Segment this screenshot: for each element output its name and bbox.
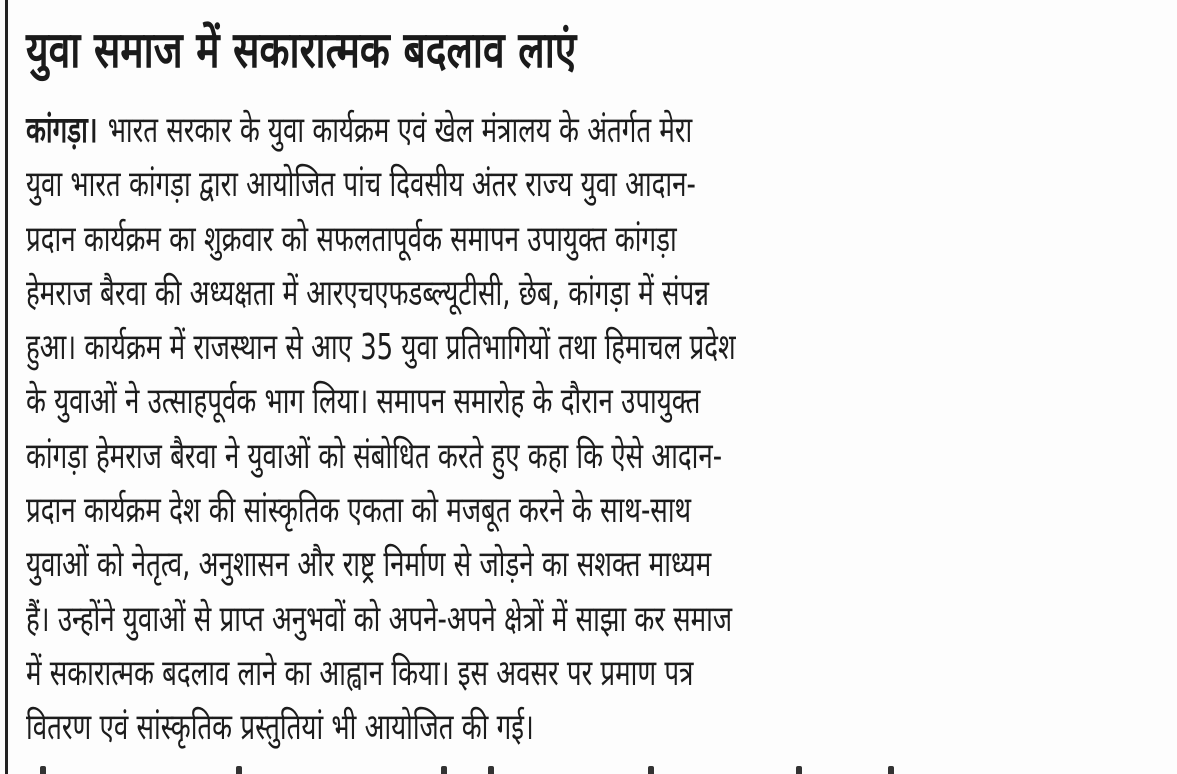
column-rule — [5, 0, 8, 774]
body-line-5: हुआ। कार्यक्रम में राजस्थान से आए 35 युवा प्रतिभागियों तथा हिमाचल प्रदेश — [26, 327, 736, 369]
glyph-fragment — [236, 766, 242, 774]
body-line-1-text: भारत सरकार के युवा कार्यक्रम एवं खेल मंत्रालय के अंतर्गत मेरा — [107, 110, 693, 151]
body-line-2: युवा भारत कांगड़ा द्वारा आयोजित पांच दिवसीय अंतर राज्य युवा आदान- — [26, 164, 696, 206]
body-line-6: के युवाओं ने उत्साहपूर्वक भाग लिया। समापन समारोह के दौरान उपायुक्त — [26, 381, 701, 423]
glyph-fragment — [488, 766, 494, 774]
article-headline: युवा समाज में सकारात्मक बदलाव लाएं — [26, 21, 577, 79]
glyph-fragment — [40, 766, 46, 774]
body-line-1 — [26, 104, 1034, 158]
glyph-fragment — [441, 766, 447, 774]
body-line-12: वितरण एवं सांस्कृतिक प्रस्तुतियां भी आयोजित की गई। — [26, 707, 534, 749]
cut-off-next-line — [0, 764, 1177, 774]
glyph-fragment — [888, 766, 894, 774]
body-line-4: हेमराज बैरवा की अध्यक्षता में आरएचएफडब्ल्यूटीसी, छेब, कांगड़ा में संपन्न — [26, 272, 709, 314]
body-line-10: हैं। उन्होंने युवाओं से प्राप्त अनुभवों को अपने-अपने क्षेत्रों में साझा कर समाज — [26, 598, 733, 640]
body-line-11: में सकारात्मक बदलाव लाने का आह्वान किया। इस अवसर पर प्रमाण पत्र — [26, 652, 694, 694]
body-line-8: प्रदान कार्यक्रम देश की सांस्कृतिक एकता को मजबूत करने के साथ-साथ — [26, 490, 692, 532]
body-line-9: युवाओं को नेतृत्व, अनुशासन और राष्ट्र निर्माण से जोड़ने का सशक्त माध्यम — [26, 544, 712, 586]
glyph-fragment — [796, 766, 802, 774]
glyph-fragment — [648, 766, 654, 774]
body-line-3: प्रदान कार्यक्रम का शुक्रवार को सफलतापूर्वक समापन उपायुक्त कांगड़ा — [26, 218, 677, 260]
body-line-7: कांगड़ा हेमराज बैरवा ने युवाओं को संबोधित करते हुए कहा कि ऐसे आदान- — [26, 435, 723, 477]
article-dateline: कांगड़ा। — [26, 110, 98, 151]
article-body — [26, 104, 1034, 756]
